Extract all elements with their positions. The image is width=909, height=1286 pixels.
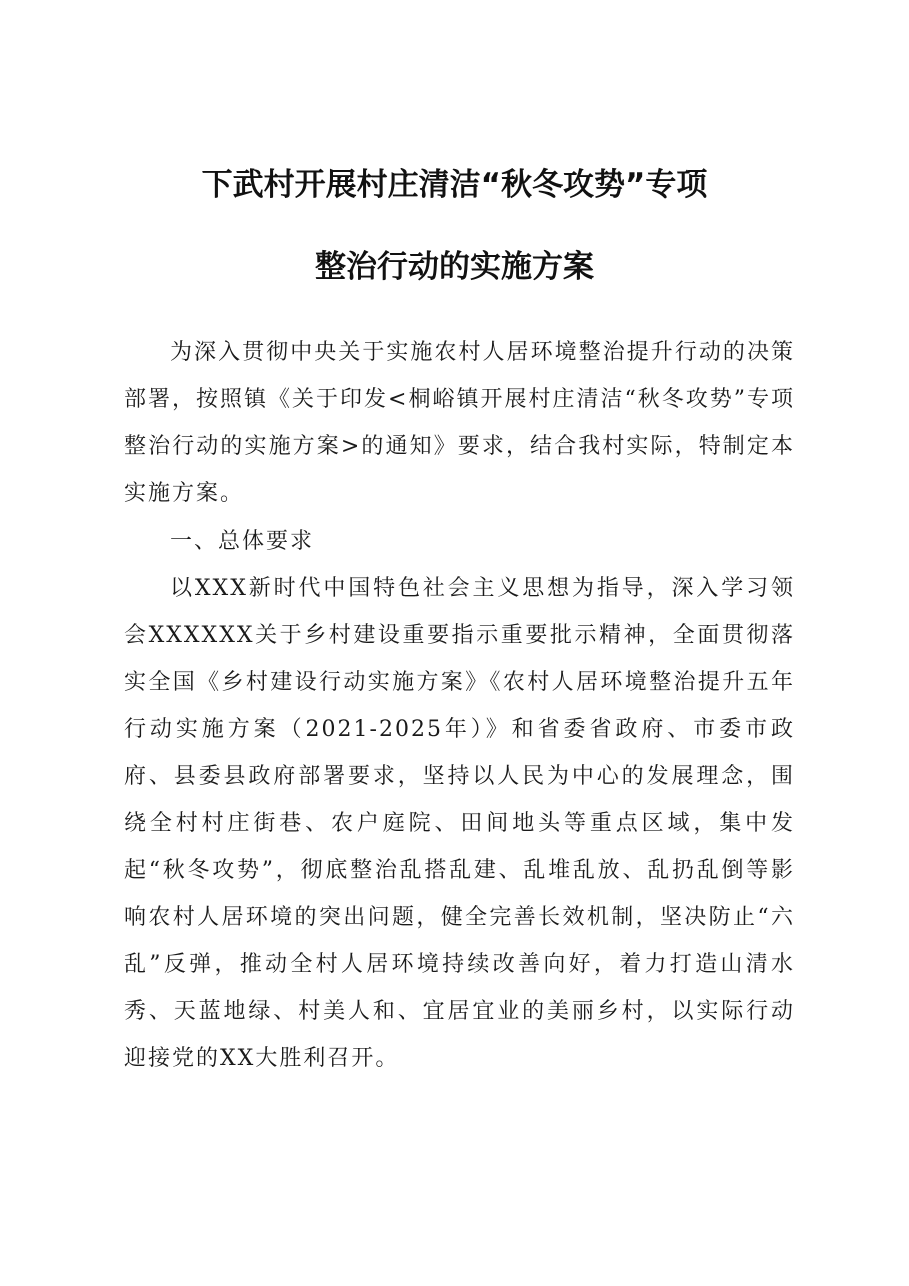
document-title-line-2: 整治行动的实施方案 (315, 249, 594, 285)
general-requirements-paragraph: 以XXX新时代中国特色社会主义思想为指导，深入学习领会XXXXXX关于乡村建设重要指示重要批示精神，全面贯彻落实全国《乡村建设行动实施方案》《农村人居环境整治提升五年行动实施方案（2021-2025年）》和省委省政府、市委市政府、县委县政府部署要求，坚持以人民为中心的发展理念，围绕全村村庄街巷、农户庭院、田间地头等重点区域，集中发起“秋冬攻势”，彻底整治乱搭乱建、乱堆乱放、乱扔乱倒等影响农村人居环境的突出问题，健全完善长效机制，坚决防止“六乱”反弹，推动全村人居环境持续改善向好，着力打造山清水秀、天蓝地绿、村美人和、宜居宜业的美丽乡村，以实际行动迎接党的XX大胜利召开。 (124, 576, 795, 1071)
intro-paragraph: 为深入贯彻中央关于实施农村人居环境整治提升行动的决策部署，按照镇《关于印发<桐峪镇开展村庄清洁“秋冬攻势”专项整治行动的实施方案>的通知》要求，结合我村实际，特制定本实施方案。 (124, 340, 795, 506)
document-title-line-1: 下武村开展村庄清洁“秋冬攻势”专项 (201, 167, 708, 203)
section-heading-general-requirements: 一、总体要求 (170, 529, 315, 554)
